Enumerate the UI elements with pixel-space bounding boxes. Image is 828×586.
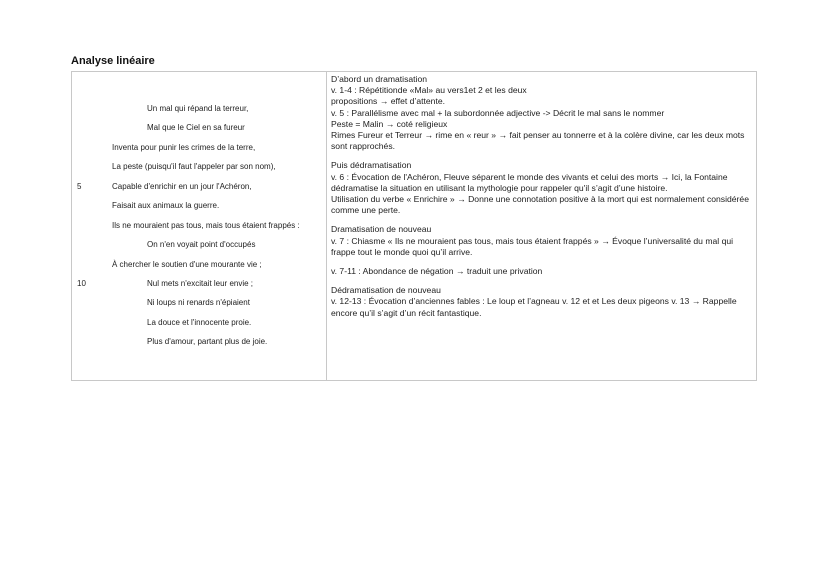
analysis-text: v. 6 : Évocation de l'Achéron, Fleuve séparent le monde des vivants et celui des morts → Ici, la Fontaine dédramatise la situation en utilisant la mythologie pour rappeler qu'il s’agit d’une histoire. <box>331 171 728 193</box>
section-heading: Analyse linéaire <box>71 55 155 67</box>
analysis-text: v. 7 : Chiasme « Ils ne mouraient pas tous, mais tous étaient frappés » → Évoque l’universalité du mal qui frappe tout le monde quoi qu’il arrive. <box>331 235 734 257</box>
poem-line-12: La douce et l'innocente proie. <box>147 318 252 327</box>
line-number-10: 10 <box>77 279 86 288</box>
analysis-text: v. 5 : Parallélisme avec mal + la subordonnée adjective -> Décrit le mal sans le nommer <box>331 107 665 118</box>
poem-line-13: Plus d'amour, partant plus de joie. <box>147 337 268 346</box>
poem-line-3: Inventa pour punir les crimes de la terre, <box>112 143 256 152</box>
poem-line-8: On n'en voyait point d'occupés <box>147 240 256 249</box>
analysis-block-heading: Dramatisation de nouveau <box>331 224 432 235</box>
analysis-block-dramatisation <box>331 74 755 152</box>
analysis-text: propositions → effet d’attente. <box>331 96 446 107</box>
poem-line-11: Ni loups ni renards n'épiaient <box>147 298 250 307</box>
analysis-text: Utilisation du verbe « Enrichire » → Donne une connotation positive à la mort qui est normalement considérée comme une perte. <box>331 194 749 216</box>
analysis-block-dedramatisation <box>331 160 755 216</box>
line-number-5: 5 <box>77 182 82 191</box>
poem-line-2: Mal que le Ciel en sa fureur <box>147 123 245 132</box>
poem-line-7: Ils ne mouraient pas tous, mais tous étaient frappés : <box>112 221 300 230</box>
poem-line-5: Capable d'enrichir en un jour l'Achéron, <box>112 182 252 191</box>
analysis-block-heading: Dédramatisation de nouveau <box>331 285 441 296</box>
analysis-block-dedramatisation-nouveau <box>331 285 755 319</box>
analysis-text: v. 1-4 : Répétitionde «Mal» au vers1et 2 et les deux <box>331 85 527 96</box>
analysis-text: Rimes Fureur et Terreur → rime en « reur » → fait penser au tonnerre et à la colère divine, car les deux mots sont rapprochés. <box>331 130 745 152</box>
poem-line-6: Faisait aux animaux la guerre. <box>112 201 220 210</box>
poem-line-1: Un mal qui répand la terreur, <box>147 104 249 113</box>
poem-line-9: À chercher le soutien d'une mourante vie ; <box>112 260 262 269</box>
analysis-table <box>71 71 757 381</box>
poem-line-4: La peste (puisqu'il faut l'appeler par son nom), <box>112 162 276 171</box>
poem-line-10: Nul mets n'excitait leur envie ; <box>147 279 254 288</box>
analysis-column <box>331 74 755 327</box>
analysis-block-dramatisation-nouveau <box>331 224 755 258</box>
analysis-block-heading: Puis dédramatisation <box>331 160 412 171</box>
analysis-block-heading: D’abord un dramatisation <box>331 74 428 84</box>
analysis-text: v. 7-11 : Abondance de négation → traduit une privation <box>331 266 543 277</box>
analysis-text: v. 12-13 : Évocation d’anciennes fables : Le loup et l’agneau v. 12 et et Les deux pigeons v. 13 → Rappelle encore qu’il s’agit d’un récit fantastique. <box>331 296 737 318</box>
column-divider <box>326 72 327 380</box>
analysis-block-negation <box>331 266 755 277</box>
analysis-text: Peste = Malin → coté religieux <box>331 118 448 129</box>
